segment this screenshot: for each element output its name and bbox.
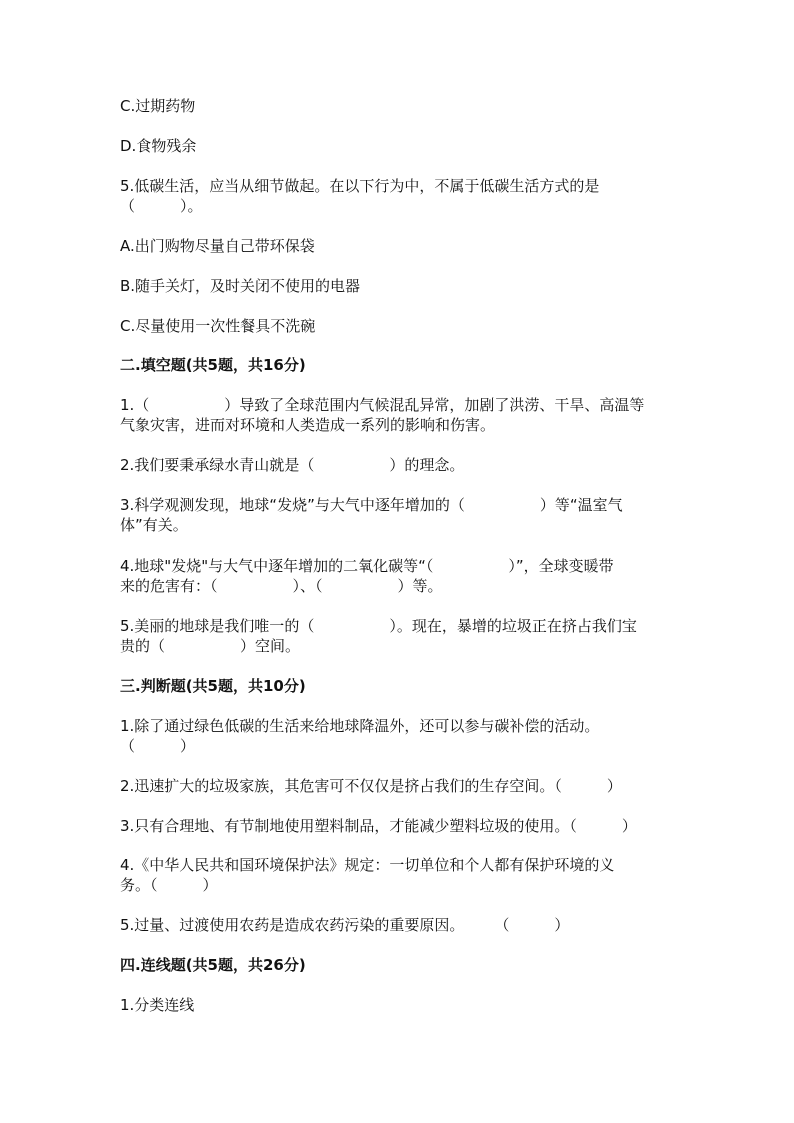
question-5-text: 5.低碳生活，应当从细节做起。在以下行为中，不属于低碳生活方式的是 (120, 177, 600, 195)
fill-q2: 2.我们要秉承绿水青山就是（ ）的理念。 (120, 456, 465, 474)
question-5-blank: （ ）。 (120, 197, 203, 215)
judge-q1-line2: （ ） (120, 737, 196, 755)
fill-q4-line2: 来的危害有：（ ）、（ ）等。 (120, 577, 443, 595)
matching-q1: 1.分类连线 (120, 996, 195, 1014)
judge-q4-line1: 4.《中华人民共和国环境保护法》规定：一切单位和个人都有保护环境的义 (120, 856, 615, 874)
fill-q3-line1: 3.科学观测发现，地球“发烧”与大气中逐年增加的（ ）等“温室气 (120, 496, 623, 514)
judge-q4-line2: 务。（ ） (120, 876, 218, 894)
option-c-expired-medicine: C.过期药物 (120, 97, 196, 115)
fill-q3-line2: 体”有关。 (120, 516, 188, 534)
option-c-disposable-tableware: C.尽量使用一次性餐具不洗碗 (120, 317, 316, 335)
fill-q5-line1: 5.美丽的地球是我们唯一的（ ）。现在，暴增的垃圾正在挤占我们宝 (120, 617, 637, 635)
judge-q2: 2.迅速扩大的垃圾家族，其危害可不仅仅是挤占我们的生存空间。（ ） (120, 777, 622, 795)
fill-q5-line2: 贵的（ ）空间。 (120, 637, 301, 655)
option-a-eco-bag: A.出门购物尽量自己带环保袋 (120, 237, 315, 255)
judge-q5: 5.过量、过渡使用农药是造成农药污染的重要原因。 （ ） (120, 916, 570, 934)
fill-q1-line1: 1.（ ）导致了全球范围内气候混乱异常，加剧了洪涝、干旱、高温等 (120, 396, 645, 414)
option-d-food-waste: D.食物残余 (120, 137, 197, 155)
option-b-lights-off: B.随手关灯，及时关闭不使用的电器 (120, 277, 361, 295)
section-true-false-heading: 三.判断题(共5题，共10分) (120, 677, 306, 695)
section-matching-heading: 四.连线题(共5题，共26分) (120, 956, 306, 974)
section-fill-blank-heading: 二.填空题(共5题，共16分) (120, 356, 306, 374)
fill-q4-line1: 4.地球"发烧"与大气中逐年增加的二氧化碳等“（ ）”，全球变暖带 (120, 557, 614, 575)
judge-q3: 3.只有合理地、有节制地使用塑料制品，才能减少塑料垃圾的使用。（ ） (120, 817, 637, 835)
fill-q1-line2: 气象灾害，进而对环境和人类造成一系列的影响和伤害。 (120, 416, 496, 434)
judge-q1-line1: 1.除了通过绿色低碳的生活来给地球降温外，还可以参与碳补偿的活动。 (120, 717, 600, 735)
